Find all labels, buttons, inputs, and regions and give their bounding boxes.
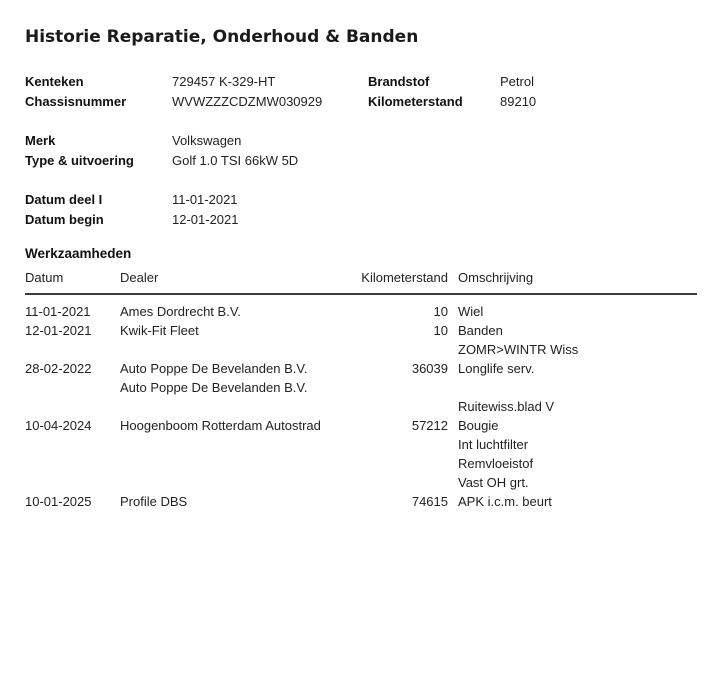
vehicle-id-block [25, 72, 697, 112]
table-row [25, 321, 697, 340]
info-row-datum-begin [25, 210, 697, 230]
cell-omschrijving: ZOMR>WINTR Wiss [458, 342, 579, 357]
cell-omschrijving: Vast OH grt. [458, 475, 529, 490]
table-row [25, 473, 697, 492]
cell-kilometerstand: 10 [433, 304, 448, 319]
work-table [25, 268, 697, 511]
cell-kilometerstand: 10 [433, 323, 448, 338]
section-title-werkzaamheden: Werkzaamheden [25, 246, 132, 261]
cell-datum: 11-01-2021 [25, 304, 91, 319]
kenteken-value: 729457 K-329-HT [172, 74, 276, 89]
brandstof-label: Brandstof [368, 74, 430, 89]
cell-kilometerstand [357, 378, 448, 397]
type-uitvoering-label: Type & uitvoering [25, 153, 134, 168]
info-row-type-uitvoering [25, 151, 697, 171]
brandstof-value: Petrol [500, 74, 534, 89]
table-row [25, 435, 697, 454]
info-row-kenteken [25, 72, 368, 92]
cell-datum [25, 454, 120, 473]
cell-dealer [120, 435, 357, 454]
info-row-brandstof [368, 72, 697, 92]
kenteken-label: Kenteken [25, 74, 84, 89]
cell-omschrijving: Int luchtfilter [458, 437, 529, 452]
info-row-kilometerstand [368, 92, 697, 112]
table-row [25, 378, 697, 397]
cell-kilometerstand: 57212 [411, 418, 448, 433]
column-header-omschrijving: Omschrijving [458, 270, 534, 285]
table-row [25, 397, 697, 416]
cell-omschrijving: Remvloeistof [458, 456, 534, 471]
cell-kilometerstand: 74615 [411, 494, 448, 509]
cell-dealer: Ames Dordrecht B.V. [120, 304, 241, 319]
info-row-datum-deel-1 [25, 190, 697, 210]
datum-begin-value: 12-01-2021 [172, 212, 239, 227]
cell-dealer: Profile DBS [120, 494, 188, 509]
cell-dealer: Kwik-Fit Fleet [120, 323, 199, 338]
cell-datum [25, 435, 120, 454]
table-row [25, 302, 697, 321]
cell-datum [25, 473, 120, 492]
cell-dealer [120, 397, 357, 416]
cell-dealer: Auto Poppe De Bevelanden B.V. [120, 380, 308, 395]
kilometerstand-value: 89210 [500, 94, 537, 109]
info-row-chassisnummer [25, 92, 368, 112]
column-header-kilometerstand: Kilometerstand [361, 270, 448, 285]
cell-datum: 10-01-2025 [25, 494, 92, 509]
table-row [25, 454, 697, 473]
cell-omschrijving: Wiel [458, 304, 484, 319]
cell-omschrijving: APK i.c.m. beurt [458, 494, 552, 509]
kilometerstand-label: Kilometerstand [368, 94, 463, 109]
merk-label: Merk [25, 133, 56, 148]
table-row [25, 359, 697, 378]
vehicle-id-left-column [25, 72, 368, 112]
cell-dealer [120, 454, 357, 473]
datum-deel-1-value: 11-01-2021 [172, 192, 238, 207]
table-body [25, 295, 697, 511]
column-header-datum: Datum [25, 270, 64, 285]
cell-omschrijving: Longlife serv. [458, 361, 535, 376]
cell-omschrijving: Banden [458, 323, 503, 338]
cell-datum: 12-01-2021 [25, 323, 92, 338]
cell-dealer [120, 473, 357, 492]
merk-value: Volkswagen [172, 133, 242, 148]
vehicle-model-block [25, 131, 697, 171]
cell-kilometerstand [357, 397, 448, 416]
table-row [25, 340, 697, 359]
cell-kilometerstand [357, 454, 448, 473]
column-header-dealer: Dealer [120, 270, 159, 285]
cell-omschrijving [448, 378, 697, 397]
cell-datum [25, 340, 120, 359]
page-title: Historie Reparatie, Onderhoud & Banden [25, 27, 419, 47]
cell-datum: 10-04-2024 [25, 418, 92, 433]
chassisnummer-value: WVWZZZCDZMW030929 [172, 94, 323, 109]
cell-dealer: Auto Poppe De Bevelanden B.V. [120, 361, 308, 376]
cell-kilometerstand [357, 435, 448, 454]
cell-dealer [120, 340, 357, 359]
cell-datum [25, 397, 120, 416]
cell-dealer: Hoogenboom Rotterdam Autostrad [120, 418, 321, 433]
cell-kilometerstand [357, 340, 448, 359]
cell-omschrijving: Ruitewiss.blad V [458, 399, 555, 414]
cell-datum: 28-02-2022 [25, 361, 92, 376]
cell-kilometerstand [357, 473, 448, 492]
cell-datum [25, 378, 120, 397]
dates-block [25, 190, 697, 230]
datum-begin-label: Datum begin [25, 212, 104, 227]
cell-kilometerstand: 36039 [411, 361, 448, 376]
cell-omschrijving: Bougie [458, 418, 499, 433]
datum-deel-1-label: Datum deel I [25, 192, 103, 207]
chassisnummer-label: Chassisnummer [25, 94, 127, 109]
table-header-row [25, 268, 697, 295]
info-row-merk [25, 131, 697, 151]
table-row [25, 492, 697, 511]
table-row [25, 416, 697, 435]
vehicle-id-right-column [368, 72, 697, 112]
type-uitvoering-value: Golf 1.0 TSI 66kW 5D [172, 153, 299, 168]
